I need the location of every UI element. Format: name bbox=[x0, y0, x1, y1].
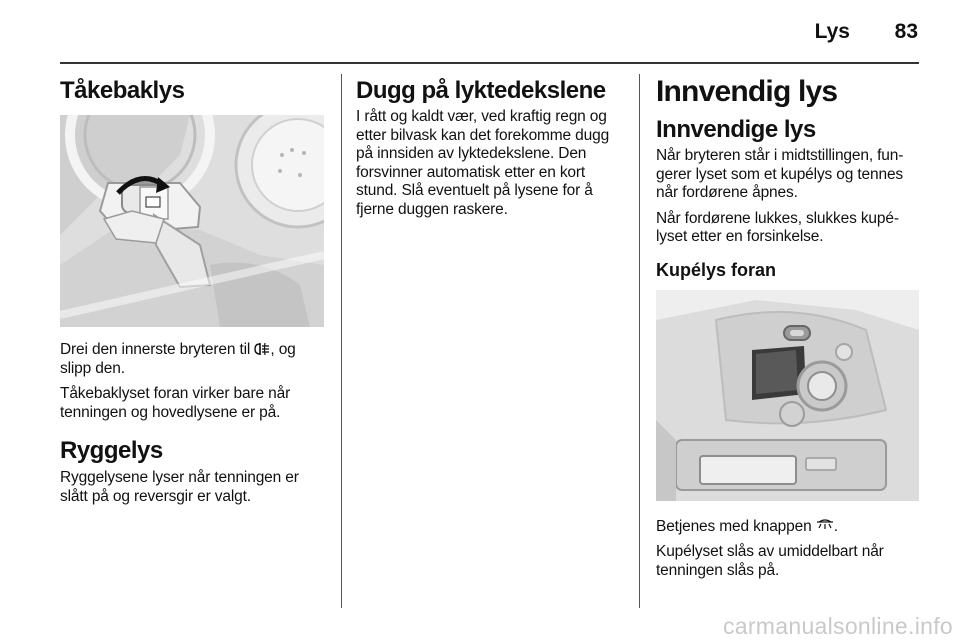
reverse-light-description: Ryggelysene lyser når tenningen er slått på og reversgir er valgt. bbox=[60, 469, 299, 505]
fog-light-condition: Tåkebaklyset foran virker bare når tenningen og hovedlysene er på. bbox=[60, 385, 291, 421]
interior-light-icon bbox=[816, 517, 834, 537]
chapter-heading-interior-light: Innvendig lys bbox=[656, 75, 838, 108]
interior-light-middle-position: Når bryteren står i midtstillingen, fun-gerer lyset som et kupélys og tennes når fordørene åpnes. bbox=[656, 147, 904, 201]
fog-light-instruction bbox=[60, 341, 326, 378]
button-instruction-text-end: . bbox=[833, 517, 838, 535]
section-heading-interior-lights: Innvendige lys bbox=[656, 116, 816, 143]
front-light-button-instruction bbox=[656, 517, 922, 537]
fog-instruction-text-start: Drei den innerste bryteren til bbox=[60, 341, 255, 358]
interior-light-delay: Når fordørene lukkes, slukkes kupé-lyset etter en forsinkelse. bbox=[656, 209, 899, 245]
section-heading-fog-light: Tåkebaklys bbox=[60, 77, 185, 104]
section-heading-condensation: Dugg på lyktedekslene bbox=[356, 77, 606, 104]
column-condensation bbox=[356, 74, 622, 219]
column-interior-lights bbox=[656, 74, 922, 580]
section-heading-reverse-light: Ryggelys bbox=[60, 437, 163, 464]
fog-rear-light-icon bbox=[254, 341, 270, 360]
condensation-description: I rått og kaldt vær, ved kraftig regn og etter bilvask kan det forekomme dugg på innsiden av lyktedekslene. Den forsvinner automatisk etter en kort stund. Slå eventuelt på lysene for å fjerne duggen raskere. bbox=[356, 108, 610, 218]
column-divider-2 bbox=[639, 74, 640, 608]
front-light-ignition-off: Kupélyset slås av umiddelbart når tenningen slås på. bbox=[656, 543, 884, 579]
column-fog-light bbox=[60, 74, 326, 506]
fog-switch-illustration bbox=[60, 115, 324, 327]
watermark: carmanualsonline.info bbox=[722, 613, 953, 639]
header-rule bbox=[60, 62, 919, 64]
front-courtesy-light-illustration bbox=[656, 290, 919, 501]
subsection-heading-front-courtesy-light: Kupélys foran bbox=[656, 259, 777, 280]
page-number: 83 bbox=[894, 20, 918, 43]
page-header-title: Lys bbox=[814, 20, 850, 43]
button-instruction-text-start: Betjenes med knappen bbox=[656, 517, 816, 535]
column-divider-1 bbox=[341, 74, 342, 608]
fog-instruction-text-end: , og slipp den. bbox=[60, 341, 296, 377]
